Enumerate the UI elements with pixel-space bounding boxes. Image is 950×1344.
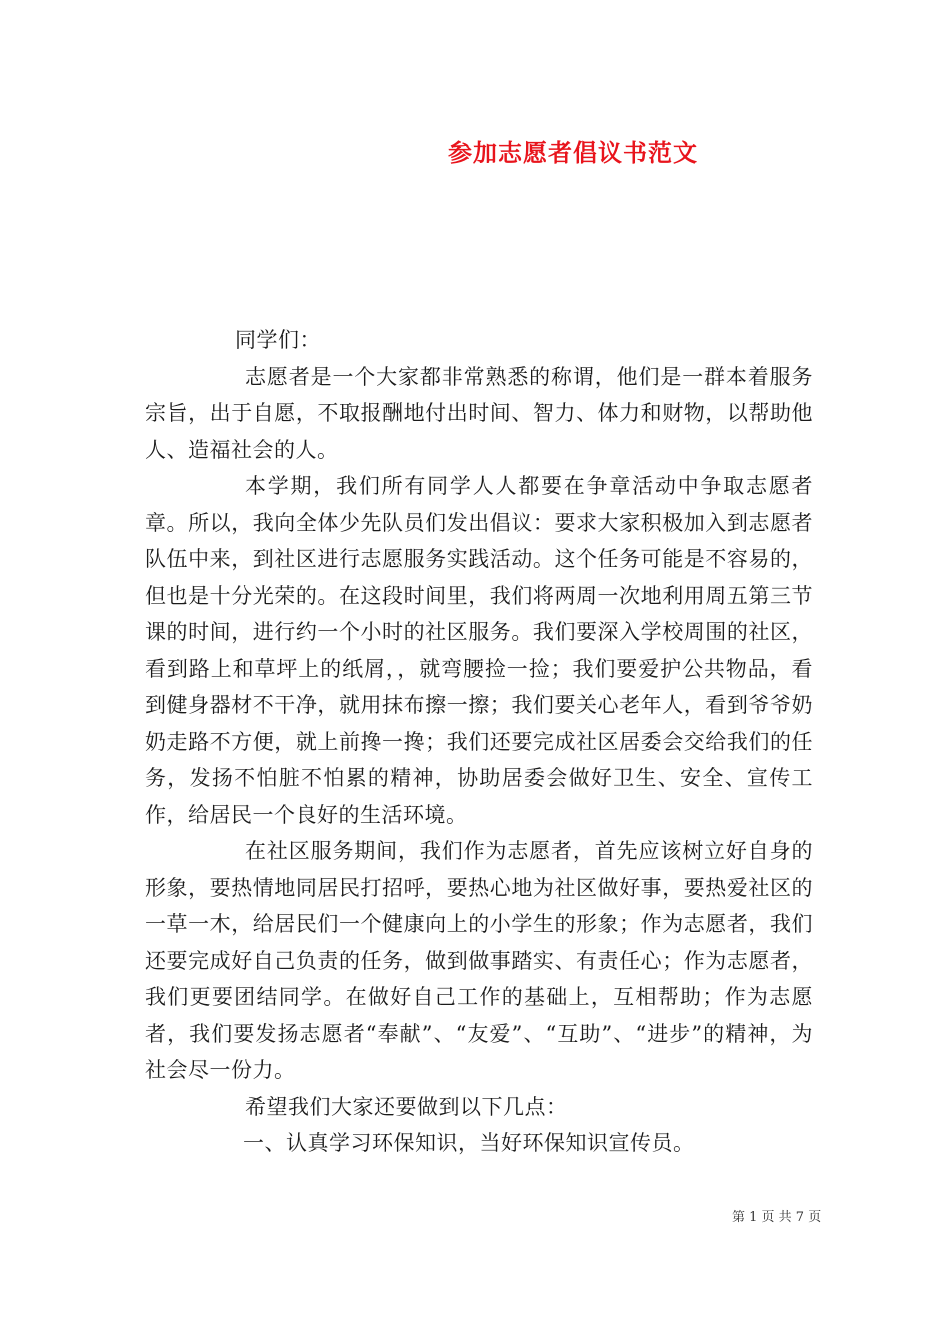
paragraph-initiative: 本学期，我们所有同学人人都要在争章活动中争取志愿者章。所以，我向全体少先队员们发出倡议：要求大家积极加入到志愿者队伍中来，到社区进行志愿服务实践活动。这个任务可能是不容易的，但也是十分光荣的。在这段时间里，我们将两周一次地利用周五第三节课的时间，进行约一个小时的社区服务。我们要深入学校周围的社区，看到路上和草坪上的纸屑，，就弯腰捡一捡；我们要爱护公共物品，看到健身器材不干净，就用抹布擦一擦；我们要关心老年人，看到爷爷奶奶走路不方便，就上前搀一搀；我们还要完成社区居委会交给我们的任务，发扬不怕脏不怕累的精神，协助居委会做好卫生、安全、宣传工作，给居民一个良好的生活环境。 <box>145 474 813 827</box>
paragraph-hope: 希望我们大家还要做到以下几点： <box>245 1094 568 1119</box>
document-body <box>145 322 813 1162</box>
salutation: 同学们： <box>235 328 321 352</box>
list-item-1: 一、认真学习环保知识，当好环保知识宣传员。 <box>243 1131 695 1155</box>
page-number: 第 1 页 共 7 页 <box>732 1210 822 1225</box>
document-title: 参加志愿者倡议书范文 <box>448 138 698 167</box>
paragraph-conduct: 在社区服务期间，我们作为志愿者，首先应该树立好自身的形象，要热情地同居民打招呼，要热心地为社区做好事，要热爱社区的一草一木，给居民们一个健康向上的小学生的形象；作为志愿者，我们还要完成好自己负责的任务，做到做事踏实、有责任心；作为志愿者，我们更要团结同学。在做好自己工作的基础上，互相帮助；作为志愿者，我们要发扬志愿者“奉献”、“友爱”、“互助”、“进步”的精神，为社会尽一份力。 <box>145 839 813 1082</box>
paragraph-intro: 志愿者是一个大家都非常熟悉的称谓，他们是一群本着服务宗旨，出于自愿，不取报酬地付出时间、智力、体力和财物，以帮助他人、造福社会的人。 <box>145 364 813 462</box>
